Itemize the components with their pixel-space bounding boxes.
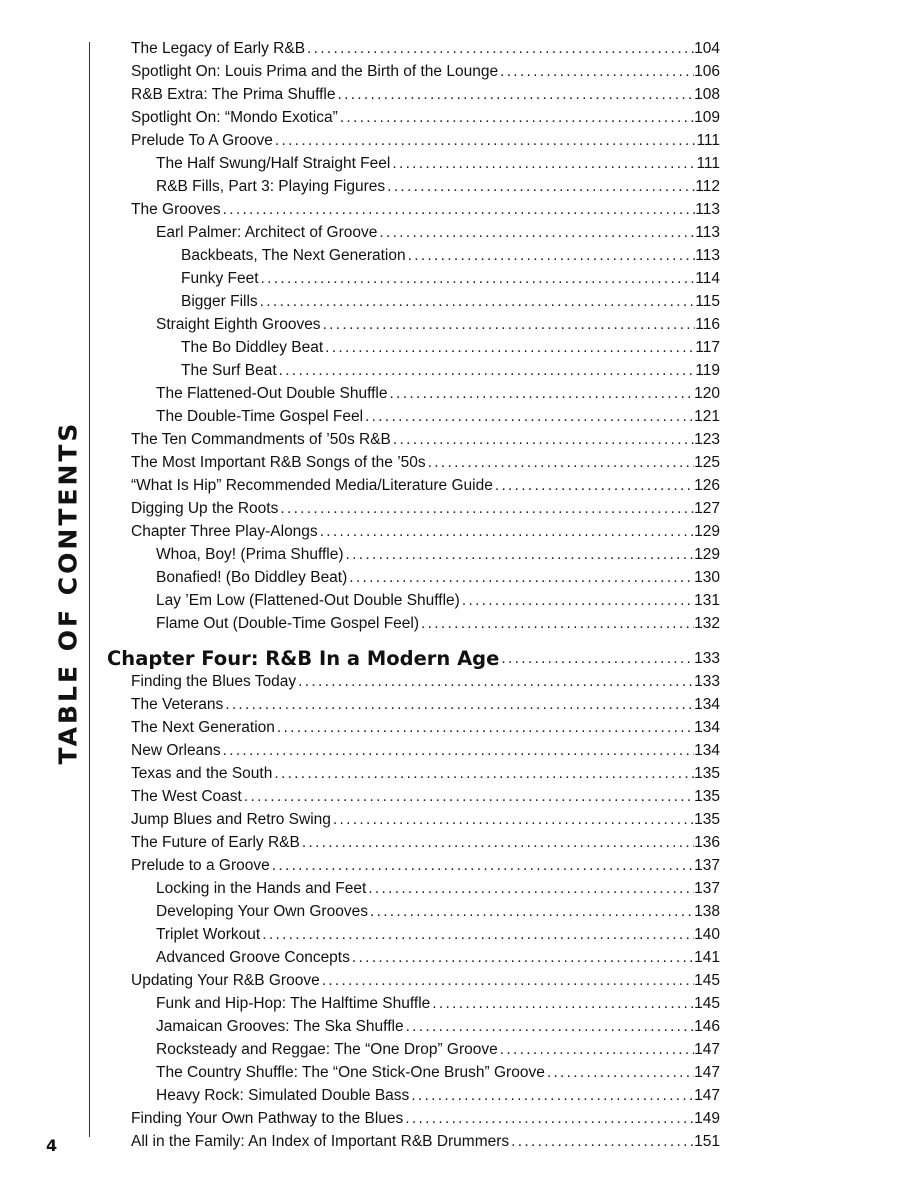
- toc-entry[interactable]: [131, 429, 720, 451]
- toc-entry-title: Prelude to a Groove: [131, 857, 270, 874]
- toc-entry-page: 113: [695, 247, 720, 264]
- toc-entry-page: 115: [695, 293, 720, 310]
- toc-dot-leader: [388, 383, 695, 405]
- toc-dot-leader: [318, 521, 694, 543]
- toc-entry-title: The Next Generation: [131, 719, 275, 736]
- toc-entry-title: The Flattened-Out Double Shuffle: [156, 385, 388, 402]
- toc-entry-title: Rocksteady and Reggae: The “One Drop” Groove: [156, 1041, 498, 1058]
- toc-entry[interactable]: [181, 337, 720, 359]
- toc-dot-leader: [321, 314, 696, 336]
- toc-entry[interactable]: [131, 475, 720, 497]
- toc-entry[interactable]: [156, 567, 720, 589]
- toc-entry[interactable]: [131, 498, 720, 520]
- toc-dot-leader: [347, 567, 694, 589]
- toc-entry-title: Flame Out (Double-Time Gospel Feel): [156, 615, 420, 632]
- toc-entry-page: 145: [694, 972, 720, 989]
- toc-entry-title: Advanced Groove Concepts: [156, 949, 350, 966]
- toc-entry-title: All in the Family: An Index of Important R&B Drummers: [131, 1133, 510, 1150]
- toc-entry-page: 133: [694, 650, 720, 667]
- toc-entry-page: 129: [694, 546, 720, 563]
- toc-entry-page: 121: [694, 408, 720, 425]
- toc-entry-title: Chapter Three Play-Alongs: [131, 523, 318, 540]
- toc-entry-title: Finding Your Own Pathway to the Blues: [131, 1110, 404, 1127]
- toc-dot-leader: [323, 337, 695, 359]
- toc-dot-leader: [278, 498, 694, 520]
- toc-entry-page: 140: [694, 926, 720, 943]
- toc-entry-page: 125: [694, 454, 720, 471]
- toc-entry-title: Texas and the South: [131, 765, 273, 782]
- toc-entry-page: 113: [695, 201, 720, 218]
- toc-dot-leader: [366, 878, 694, 900]
- toc-entry[interactable]: [156, 544, 720, 566]
- toc-entry[interactable]: [156, 901, 720, 923]
- toc-entry-title: Developing Your Own Grooves: [156, 903, 368, 920]
- toc-entry[interactable]: [131, 694, 720, 716]
- toc-entry[interactable]: [181, 291, 720, 313]
- toc-dot-leader: [300, 832, 694, 854]
- toc-entry-title: The Ten Commandments of ’50s R&B: [131, 431, 391, 448]
- toc-entry-page: 137: [694, 857, 720, 874]
- toc-entry-title: R&B Fills, Part 3: Playing Figures: [156, 178, 386, 195]
- toc-entry[interactable]: [131, 855, 720, 877]
- toc-entry-page: 117: [695, 339, 720, 356]
- toc-dot-leader: [390, 153, 696, 175]
- toc-dot-leader: [305, 38, 694, 60]
- toc-entry-title: The Future of Early R&B: [131, 834, 300, 851]
- toc-entry[interactable]: [156, 383, 720, 405]
- toc-entry-title: Jump Blues and Retro Swing: [131, 811, 331, 828]
- toc-entry-title: Updating Your R&B Groove: [131, 972, 320, 989]
- toc-entry-page: 137: [694, 880, 720, 897]
- toc-entry-title: Bigger Fills: [181, 293, 258, 310]
- toc-dot-leader: [391, 429, 694, 451]
- toc-entry-title: The Grooves: [131, 201, 221, 218]
- toc-entry[interactable]: [156, 176, 720, 198]
- toc-dot-leader: [272, 763, 694, 785]
- toc-entry[interactable]: [131, 107, 720, 129]
- toc-entry[interactable]: [156, 590, 720, 612]
- toc-entry[interactable]: [156, 1016, 720, 1038]
- toc-entry-title: Bonafied! (Bo Diddley Beat): [156, 569, 348, 586]
- toc-entry[interactable]: [131, 1108, 720, 1130]
- toc-entry[interactable]: [131, 763, 720, 785]
- toc-entry-page: 136: [694, 834, 720, 851]
- toc-dot-leader: [377, 222, 695, 244]
- toc-entry-title: New Orleans: [131, 742, 221, 759]
- toc-entry[interactable]: [156, 406, 720, 428]
- toc-dot-leader: [350, 947, 694, 969]
- toc-dot-leader: [273, 130, 697, 152]
- toc-entry-title: The Country Shuffle: The “One Stick-One Brush” Groove: [156, 1064, 545, 1081]
- toc-entry-page: 114: [695, 270, 720, 287]
- toc-entry[interactable]: [131, 740, 720, 762]
- side-title-text: TABLE OF CONTENTS: [53, 420, 83, 765]
- toc-entry-title: Straight Eighth Grooves: [156, 316, 321, 333]
- toc-entry[interactable]: [156, 1085, 720, 1107]
- toc-dot-leader: [259, 268, 696, 290]
- toc-entry-page: 116: [695, 316, 720, 333]
- toc-entry[interactable]: [131, 809, 720, 831]
- toc-entry-title: The Legacy of Early R&B: [131, 40, 306, 57]
- toc-entry-page: 151: [694, 1133, 720, 1150]
- toc-entry[interactable]: [131, 130, 720, 152]
- toc-entry[interactable]: [181, 245, 720, 267]
- toc-dot-leader: [363, 406, 694, 428]
- toc-entry[interactable]: [181, 268, 720, 290]
- toc-entry-page: 127: [694, 500, 720, 517]
- toc-dot-leader: [406, 245, 696, 267]
- toc-entry-title: Whoa, Boy! (Prima Shuffle): [156, 546, 344, 563]
- toc-dot-leader: [403, 1108, 694, 1130]
- toc-dot-leader: [430, 993, 694, 1015]
- toc-entry-page: 135: [694, 765, 720, 782]
- toc-dot-leader: [260, 924, 694, 946]
- toc-dot-leader: [320, 970, 694, 992]
- toc-entry-page: 134: [694, 719, 720, 736]
- toc-dot-leader: [499, 648, 694, 670]
- toc-entry-page: 113: [695, 224, 720, 241]
- toc-dot-leader: [275, 717, 694, 739]
- toc-entry[interactable]: [131, 452, 720, 474]
- toc-entry-page: 126: [694, 477, 720, 494]
- toc-entry-page: 123: [694, 431, 720, 448]
- toc-entry-page: 141: [694, 949, 720, 966]
- toc-entry[interactable]: [156, 613, 720, 635]
- toc-entry-page: 138: [694, 903, 720, 920]
- toc-entry-page: 129: [694, 523, 720, 540]
- toc-entry-page: 132: [694, 615, 720, 632]
- toc-entry-page: 146: [694, 1018, 720, 1035]
- page-number: 4: [46, 1136, 58, 1155]
- toc-entry-page: 134: [694, 696, 720, 713]
- section-side-title: [48, 420, 88, 765]
- toc-dot-leader: [338, 107, 694, 129]
- toc-entry-page: 135: [694, 788, 720, 805]
- toc-dot-leader: [344, 544, 695, 566]
- toc-dot-leader: [460, 590, 694, 612]
- toc-entry[interactable]: [181, 360, 720, 382]
- toc-dot-leader: [221, 740, 695, 762]
- toc-chapter-heading[interactable]: [107, 642, 720, 670]
- toc-entry-page: 134: [694, 742, 720, 759]
- toc-entry[interactable]: [156, 947, 720, 969]
- toc-dot-leader: [277, 360, 696, 382]
- toc-entry[interactable]: [131, 38, 720, 60]
- toc-dot-leader: [270, 855, 694, 877]
- toc-entry[interactable]: [131, 717, 720, 739]
- toc-entry-title: Spotlight On: Louis Prima and the Birth of the Lounge: [131, 63, 499, 80]
- toc-entry-title: Locking in the Hands and Feet: [156, 880, 367, 897]
- toc-entry[interactable]: [131, 832, 720, 854]
- toc-entry[interactable]: [131, 970, 720, 992]
- toc-entry-page: 109: [694, 109, 720, 126]
- toc-entry-page: 108: [694, 86, 720, 103]
- toc-entry-title: Prelude To A Groove: [131, 132, 273, 149]
- toc-dot-leader: [498, 1039, 694, 1061]
- toc-entry-page: 130: [694, 569, 720, 586]
- toc-entry-title: The Half Swung/Half Straight Feel: [156, 155, 391, 172]
- toc-entry[interactable]: [156, 153, 720, 175]
- toc-entry-page: 135: [694, 811, 720, 828]
- toc-entry[interactable]: [131, 84, 720, 106]
- toc-entry-title: The Most Important R&B Songs of the ’50s: [131, 454, 426, 471]
- toc-dot-leader: [509, 1131, 694, 1153]
- toc-entry[interactable]: [156, 314, 720, 336]
- toc-entry-title: Funk and Hip-Hop: The Halftime Shuffle: [156, 995, 431, 1012]
- toc-entry[interactable]: [156, 993, 720, 1015]
- toc-entry[interactable]: [156, 1039, 720, 1061]
- toc-entry-title: The West Coast: [131, 788, 242, 805]
- toc-dot-leader: [223, 694, 694, 716]
- toc-entry[interactable]: [156, 1062, 720, 1084]
- toc-entry-page: 111: [696, 155, 720, 172]
- toc-entry[interactable]: [156, 878, 720, 900]
- vertical-divider: [89, 42, 90, 1137]
- toc-entry-page: 147: [694, 1041, 720, 1058]
- toc-entry-page: 106: [694, 63, 720, 80]
- toc-dot-leader: [426, 452, 694, 474]
- toc-dot-leader: [221, 199, 696, 221]
- toc-entry-page: 147: [694, 1064, 720, 1081]
- toc-entry-title: Funky Feet: [181, 270, 259, 287]
- toc-entry-page: 133: [694, 673, 720, 690]
- toc-entry-title: Heavy Rock: Simulated Double Bass: [156, 1087, 410, 1104]
- toc-entry-title: Jamaican Grooves: The Ska Shuffle: [156, 1018, 404, 1035]
- toc-entry[interactable]: [131, 199, 720, 221]
- toc-dot-leader: [498, 61, 694, 83]
- toc-dot-leader: [385, 176, 695, 198]
- toc-dot-leader: [419, 613, 694, 635]
- toc-entry[interactable]: [131, 1131, 720, 1153]
- toc-dot-leader: [296, 671, 694, 693]
- toc-entry-title: Chapter Four: R&B In a Modern Age: [107, 647, 500, 670]
- toc-entry-page: 112: [695, 178, 720, 195]
- toc-dot-leader: [258, 291, 696, 313]
- toc-entry-title: Spotlight On: “Mondo Exotica”: [131, 109, 338, 126]
- toc-entry-title: R&B Extra: The Prima Shuffle: [131, 86, 336, 103]
- toc-entry-title: Backbeats, The Next Generation: [181, 247, 406, 264]
- toc-entry-page: 131: [694, 592, 720, 609]
- toc-entry[interactable]: [131, 521, 720, 543]
- toc-entry-title: The Bo Diddley Beat: [181, 339, 324, 356]
- toc-dot-leader: [335, 84, 694, 106]
- toc-dot-leader: [331, 809, 694, 831]
- toc-entry[interactable]: [131, 671, 720, 693]
- toc-entry-title: The Double-Time Gospel Feel: [156, 408, 364, 425]
- toc-dot-leader: [409, 1085, 694, 1107]
- toc-entry-page: 111: [696, 132, 720, 149]
- toc-dot-leader: [368, 901, 694, 923]
- toc-dot-leader: [242, 786, 694, 808]
- toc-entry-title: Digging Up the Roots: [131, 500, 279, 517]
- toc-entry[interactable]: [131, 61, 720, 83]
- toc-entry-title: Finding the Blues Today: [131, 673, 297, 690]
- toc-entry-title: Triplet Workout: [156, 926, 261, 943]
- toc-entry-title: Lay ’Em Low (Flattened-Out Double Shuffle): [156, 592, 460, 609]
- toc-entry[interactable]: [156, 222, 720, 244]
- toc-entry[interactable]: [156, 924, 720, 946]
- toc-entry[interactable]: [131, 786, 720, 808]
- toc-entry-page: 104: [694, 40, 720, 57]
- toc-dot-leader: [493, 475, 694, 497]
- toc-entry-page: 119: [695, 362, 720, 379]
- toc-entry-title: “What Is Hip” Recommended Media/Literature Guide: [131, 477, 493, 494]
- toc-entry-title: Earl Palmer: Architect of Groove: [156, 224, 378, 241]
- toc-entry-title: The Surf Beat: [181, 362, 277, 379]
- toc-entry-page: 147: [694, 1087, 720, 1104]
- toc-dot-leader: [545, 1062, 694, 1084]
- toc-entry-page: 120: [694, 385, 720, 402]
- toc-dot-leader: [404, 1016, 695, 1038]
- toc-entry-page: 149: [694, 1110, 720, 1127]
- toc-entry-title: The Veterans: [131, 696, 224, 713]
- toc-entry-page: 145: [694, 995, 720, 1012]
